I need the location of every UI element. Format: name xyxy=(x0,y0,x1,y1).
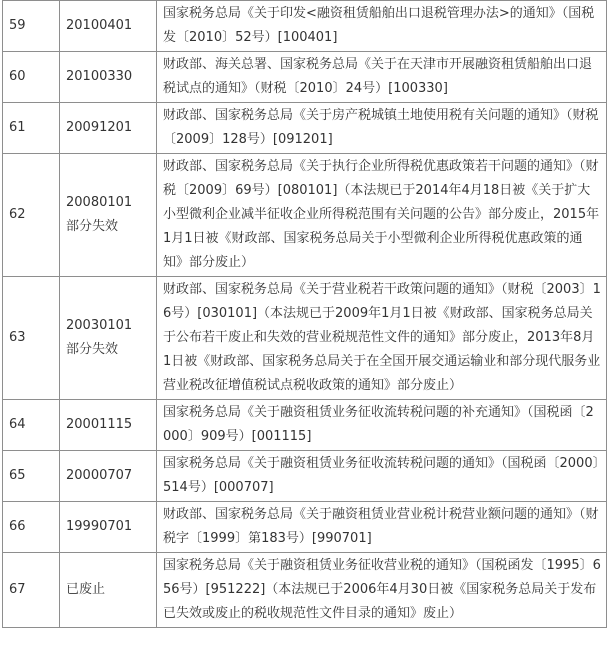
table-row xyxy=(3,502,607,553)
row-number: 65 xyxy=(3,451,60,502)
regulation-title: 财政部、国家税务总局《关于融资租赁业营业税计税营业额问题的通知》（财税字〔1999〕第183号）[990701] xyxy=(157,502,607,553)
table-row xyxy=(3,52,607,103)
regulation-title: 财政部、国家税务总局《关于执行企业所得税优惠政策若干问题的通知》（财税〔2009〕69号）[080101]（本法规已于2014年4月18日被《关于扩大小型微利企业减半征收企业所得税范围有关问题的公告》部分废止，2015年1月1日被《财政部、国家税务总局关于小型微利企业所得税优惠政策的通知》部分废止） xyxy=(157,154,607,277)
code-value: 20100401 xyxy=(66,18,133,33)
row-code xyxy=(60,52,157,103)
row-code xyxy=(60,103,157,154)
regulation-title: 财政部、海关总署、国家税务总局《关于在天津市开展融资租赁船舶出口退税试点的通知》（财税〔2010〕24号）[100330] xyxy=(157,52,607,103)
regulation-title: 财政部、国家税务总局《关于营业税若干政策问题的通知》（财税〔2003〕16号）[030101]（本法规已于2009年1月1日被《财政部、国家税务总局关于公布若干废止和失效的营业税规范性文件的通知》部分废止，2013年8月1日被《财政部、国家税务总局关于在全国开展交通运输业和部分现代服务业营业税改征增值税试点税收政策的通知》部分废止） xyxy=(157,277,607,400)
code-value: 20000707 xyxy=(66,468,133,483)
regulation-title: 国家税务总局《关于融资租赁业务征收流转税问题的补充通知》（国税函〔2000〕909号）[001115] xyxy=(157,400,607,451)
code-value: 20030101 xyxy=(66,318,133,333)
code-value: 20100330 xyxy=(66,69,133,84)
table-row xyxy=(3,1,607,52)
code-value: 20080101 xyxy=(66,195,133,210)
regulation-table-body xyxy=(3,1,607,628)
regulation-title: 国家税务总局《关于融资租赁业务征收营业税的通知》（国税函发〔1995〕656号）[951222]（本法规已于2006年4月30日被《国家税务总局关于发布已失效或废止的税收规范性文件目录的通知》废止） xyxy=(157,553,607,628)
row-number: 63 xyxy=(3,277,60,400)
partial-invalid-status: 部分失效 xyxy=(66,219,119,234)
table-row xyxy=(3,400,607,451)
table-row xyxy=(3,451,607,502)
regulation-title: 财政部、国家税务总局《关于房产税城镇土地使用税有关问题的通知》（财税〔2009〕128号）[091201] xyxy=(157,103,607,154)
row-code xyxy=(60,154,157,277)
row-number: 64 xyxy=(3,400,60,451)
table-row xyxy=(3,277,607,400)
table-row xyxy=(3,553,607,628)
code-value: 20001115 xyxy=(66,417,133,432)
row-code xyxy=(60,277,157,400)
row-code xyxy=(60,553,157,628)
row-number: 60 xyxy=(3,52,60,103)
row-number: 61 xyxy=(3,103,60,154)
row-code xyxy=(60,1,157,52)
code-value: 已废止 xyxy=(66,582,106,597)
row-number: 67 xyxy=(3,553,60,628)
row-code xyxy=(60,400,157,451)
regulation-table xyxy=(2,0,607,628)
row-number: 59 xyxy=(3,1,60,52)
code-value: 20091201 xyxy=(66,120,133,135)
regulation-title: 国家税务总局《关于印发<融资租赁船舶出口退税管理办法>的通知》（国税发〔2010〕52号）[100401] xyxy=(157,1,607,52)
regulation-title: 国家税务总局《关于融资租赁业务征收流转税问题的通知》（国税函〔2000〕514号）[000707] xyxy=(157,451,607,502)
row-code xyxy=(60,502,157,553)
partial-invalid-status: 部分失效 xyxy=(66,342,119,357)
table-row xyxy=(3,154,607,277)
code-value: 19990701 xyxy=(66,519,133,534)
table-row xyxy=(3,103,607,154)
row-number: 66 xyxy=(3,502,60,553)
row-number: 62 xyxy=(3,154,60,277)
row-code xyxy=(60,451,157,502)
